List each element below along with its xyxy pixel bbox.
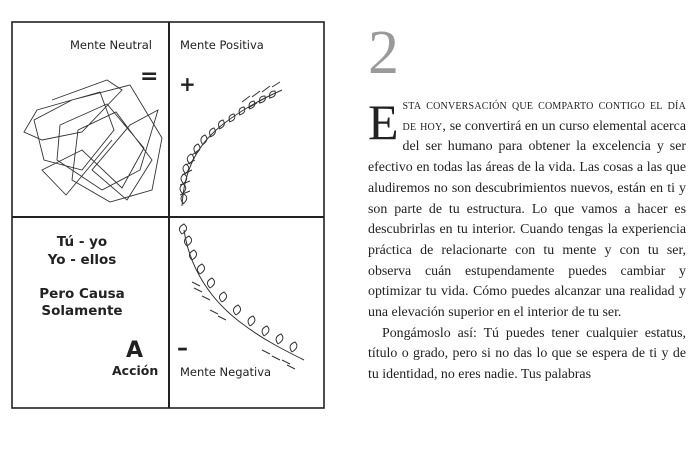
minus-symbol: – xyxy=(177,336,188,361)
negative-curl-chain xyxy=(179,224,304,369)
chapter-number: 2 xyxy=(368,19,399,87)
pero-causa-label: Pero Causa xyxy=(39,286,125,302)
a-letter: A xyxy=(126,338,144,363)
tu-yo-label: Tú - yo xyxy=(56,234,108,250)
solamente-label: Solamente xyxy=(41,303,123,319)
neutral-scribble xyxy=(24,80,162,202)
positive-curl-chain xyxy=(180,82,282,206)
drop-cap: E xyxy=(368,94,399,150)
paragraph-2: Pongámoslo así: Tú puedes tener cualquier estatus, título o grado, pero si no das lo que se espera de ti y de tu identidad, no eres nadie. Tus palabras xyxy=(368,325,686,383)
diagram-frame xyxy=(12,20,324,410)
equals-symbol: = xyxy=(140,64,159,89)
mind-diagram xyxy=(12,20,324,410)
neutral-mind-label: Mente Neutral xyxy=(70,38,152,52)
negative-mind-label: Mente Negativa xyxy=(180,365,272,379)
positive-mind-label: Mente Positiva xyxy=(180,38,264,52)
opening-small-caps: sta conversación que comparto contigo el día de hoy, xyxy=(402,98,686,134)
paragraph-1-rest: se convertirá en un curso elemental acerca del ser humano para obtener la excelencia y ser efectivo en todas las áreas de la vida. Las cosas a las que aludiremos no son descubrimientos nuevos, están en ti y son parte de tu estructura. Lo que vamos a hacer es descubrirlas en tu interior. Cuando tengas la experiencia práctica de relacionarte con tu mente y con tu ser, observa cuán estupendamente puedes cambiar y optimizar tu vida. Cómo puedes alcanzar una realidad y una elevación superior en el interior de tu ser. xyxy=(368,118,686,321)
body-text xyxy=(368,96,686,386)
yo-ellos-label: Yo - ellos xyxy=(47,252,117,268)
paragraph-1 xyxy=(368,96,686,324)
plus-symbol: + xyxy=(179,72,196,96)
accion-label: Acción xyxy=(112,363,159,378)
